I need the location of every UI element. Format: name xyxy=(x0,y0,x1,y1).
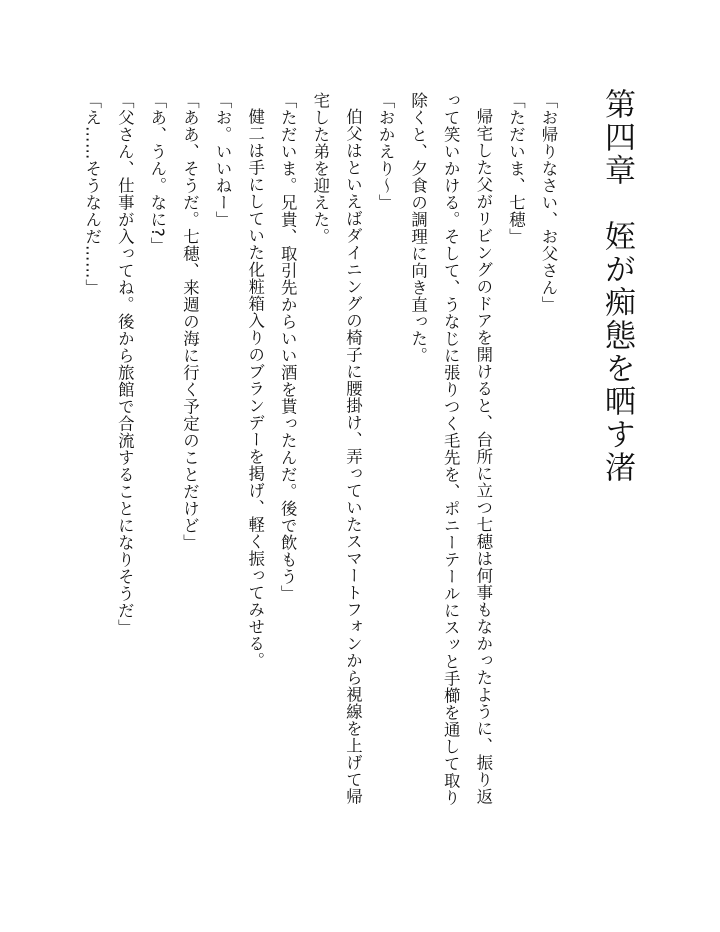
paragraph: 「父さん、仕事が入ってね。後から旅館で合流することになりそうだ」 xyxy=(115,92,135,636)
chapter-title: 第四章 姪が痴態を晒す渚 xyxy=(599,88,635,484)
paragraph: 「おかえり〜」 xyxy=(376,92,396,211)
paragraph: 「あ、うん。なに?」 xyxy=(147,92,167,255)
paragraph: 帰宅した父がリビングのドアを開けると、台所に立つ七穂は何事もなかったように、振り返って笑いかける。そして、うなじに張りつく毛先を、ポニーテールにスッと手櫛を通して取り除くと、夕食の調理に向き直った。 xyxy=(408,92,493,806)
paragraph: 「え……そうなんだ……」 xyxy=(82,92,102,296)
paragraph: 「お。いいねー」 xyxy=(213,92,233,228)
paragraph: 伯父はといえばダイニングの椅子に腰掛け、弄っていたスマートフォンから視線を上げて帰宅した弟を迎えた。 xyxy=(310,92,363,806)
paragraph: 「ああ、そうだ。七穂、来週の海に行く予定のことだけど」 xyxy=(180,92,200,551)
paragraph: 「ただいま。兄貴、取引先からいい酒を貰ったんだ。後で飲もう」 xyxy=(278,92,298,602)
paragraph: 健二は手にしていた化粧箱入りのブランデーを掲げ、軽く振ってみせる。 xyxy=(245,108,265,670)
body-text xyxy=(75,92,564,812)
paragraph: 「ただいま、七穂」 xyxy=(506,92,526,245)
paragraph: 「お帰りなさい、お父さん」 xyxy=(539,92,558,313)
